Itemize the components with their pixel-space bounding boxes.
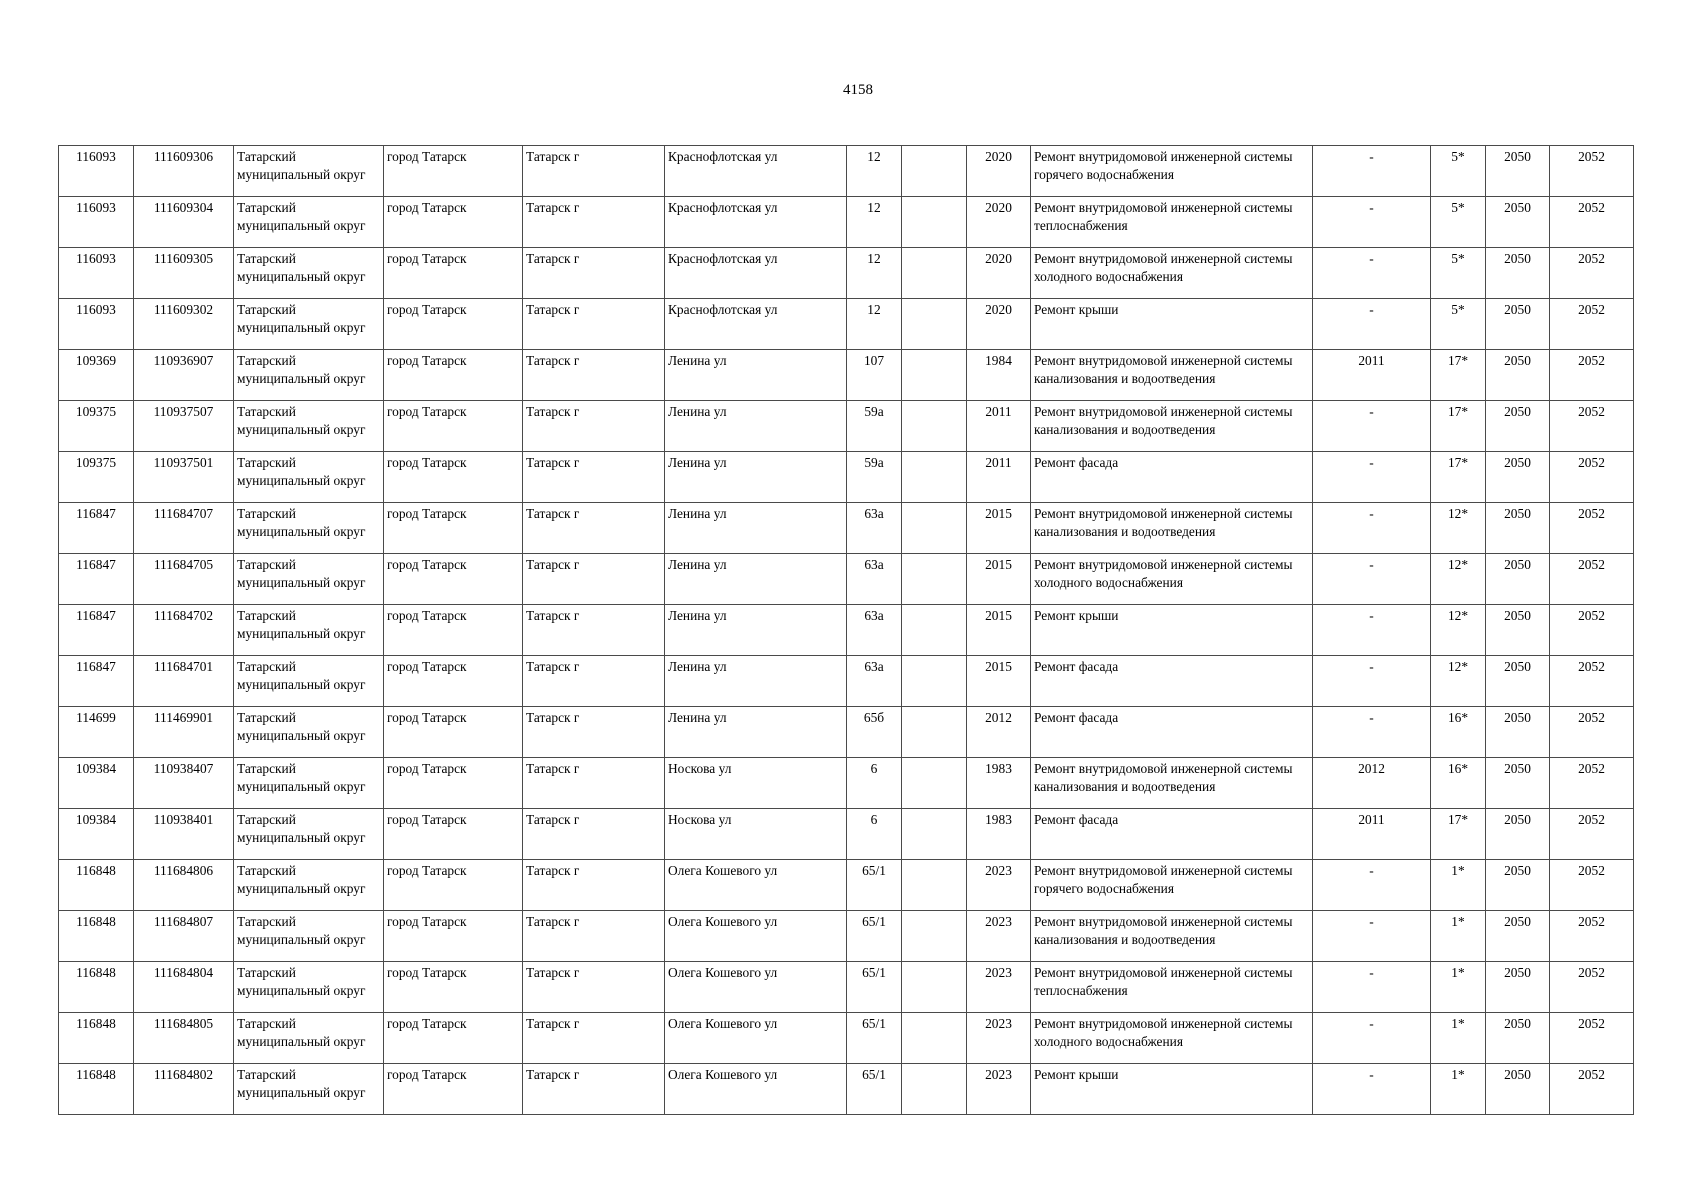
work-type-cell: Ремонт внутридомовой инженерной системы холодного водоснабжения	[1031, 1013, 1313, 1064]
plan-end-year-cell: 2052	[1550, 554, 1634, 605]
year-built-cell: 2020	[967, 197, 1031, 248]
house-id-cell: 114699	[59, 707, 134, 758]
plan-start-year-cell: 2050	[1486, 809, 1550, 860]
last-repair-year-cell: -	[1313, 707, 1431, 758]
table-row	[59, 911, 1634, 962]
locality-cell: Татарск г	[523, 350, 665, 401]
street-cell: Ленина ул	[665, 554, 847, 605]
work-type-cell: Ремонт внутридомовой инженерной системы канализования и водоотведения	[1031, 911, 1313, 962]
table-row	[59, 554, 1634, 605]
house-id-cell: 109369	[59, 350, 134, 401]
year-built-cell: 1983	[967, 809, 1031, 860]
table-row	[59, 350, 1634, 401]
work-id-cell: 111684805	[134, 1013, 234, 1064]
locality-cell: Татарск г	[523, 401, 665, 452]
last-repair-year-cell: -	[1313, 248, 1431, 299]
plan-end-year-cell: 2052	[1550, 299, 1634, 350]
table-row	[59, 860, 1634, 911]
year-built-cell: 2012	[967, 707, 1031, 758]
plan-end-year-cell: 2052	[1550, 401, 1634, 452]
settlement-cell: город Татарск	[384, 1013, 523, 1064]
street-cell: Краснофлотская ул	[665, 197, 847, 248]
locality-cell: Татарск г	[523, 809, 665, 860]
work-type-cell: Ремонт фасада	[1031, 656, 1313, 707]
house-id-cell: 109375	[59, 401, 134, 452]
street-cell: Ленина ул	[665, 503, 847, 554]
work-type-cell: Ремонт внутридомовой инженерной системы канализования и водоотведения	[1031, 758, 1313, 809]
table-row	[59, 1013, 1634, 1064]
plan-start-year-cell: 2050	[1486, 758, 1550, 809]
plan-end-year-cell: 2052	[1550, 860, 1634, 911]
priority-cell: 16*	[1431, 707, 1486, 758]
priority-cell: 12*	[1431, 605, 1486, 656]
house-id-cell: 116093	[59, 248, 134, 299]
year-built-cell: 2023	[967, 1064, 1031, 1115]
last-repair-year-cell: -	[1313, 197, 1431, 248]
settlement-cell: город Татарск	[384, 809, 523, 860]
house-id-cell: 116847	[59, 503, 134, 554]
house-number-cell: 65/1	[847, 1013, 902, 1064]
work-type-cell: Ремонт фасада	[1031, 707, 1313, 758]
work-type-cell: Ремонт внутридомовой инженерной системы канализования и водоотведения	[1031, 350, 1313, 401]
plan-start-year-cell: 2050	[1486, 197, 1550, 248]
plan-start-year-cell: 2050	[1486, 1064, 1550, 1115]
table-row	[59, 962, 1634, 1013]
house-id-cell: 109384	[59, 758, 134, 809]
municipality-cell: Татарский муниципальный округ	[234, 605, 384, 656]
street-cell: Олега Кошевого ул	[665, 860, 847, 911]
plan-end-year-cell: 2052	[1550, 605, 1634, 656]
locality-cell: Татарск г	[523, 452, 665, 503]
table-row	[59, 707, 1634, 758]
year-built-cell: 2011	[967, 452, 1031, 503]
building-cell	[902, 911, 967, 962]
table-body	[59, 146, 1634, 1115]
house-number-cell: 63а	[847, 554, 902, 605]
plan-start-year-cell: 2050	[1486, 962, 1550, 1013]
work-type-cell: Ремонт внутридомовой инженерной системы горячего водоснабжения	[1031, 146, 1313, 197]
work-id-cell: 110937501	[134, 452, 234, 503]
table-row	[59, 299, 1634, 350]
year-built-cell: 2011	[967, 401, 1031, 452]
municipality-cell: Татарский муниципальный округ	[234, 554, 384, 605]
house-id-cell: 116847	[59, 605, 134, 656]
municipality-cell: Татарский муниципальный округ	[234, 1013, 384, 1064]
priority-cell: 1*	[1431, 860, 1486, 911]
work-id-cell: 111609302	[134, 299, 234, 350]
building-cell	[902, 197, 967, 248]
locality-cell: Татарск г	[523, 197, 665, 248]
settlement-cell: город Татарск	[384, 299, 523, 350]
building-cell	[902, 605, 967, 656]
building-cell	[902, 554, 967, 605]
table-row	[59, 248, 1634, 299]
building-cell	[902, 452, 967, 503]
municipality-cell: Татарский муниципальный округ	[234, 707, 384, 758]
municipality-cell: Татарский муниципальный округ	[234, 452, 384, 503]
plan-start-year-cell: 2050	[1486, 503, 1550, 554]
table-row	[59, 401, 1634, 452]
building-cell	[902, 1064, 967, 1115]
table-row	[59, 503, 1634, 554]
priority-cell: 1*	[1431, 1064, 1486, 1115]
plan-start-year-cell: 2050	[1486, 248, 1550, 299]
street-cell: Ленина ул	[665, 452, 847, 503]
building-cell	[902, 656, 967, 707]
house-number-cell: 63а	[847, 605, 902, 656]
settlement-cell: город Татарск	[384, 860, 523, 911]
capital-repair-table	[58, 145, 1634, 1115]
municipality-cell: Татарский муниципальный округ	[234, 656, 384, 707]
street-cell: Ленина ул	[665, 401, 847, 452]
house-number-cell: 12	[847, 197, 902, 248]
priority-cell: 17*	[1431, 401, 1486, 452]
work-id-cell: 111684705	[134, 554, 234, 605]
work-id-cell: 111609305	[134, 248, 234, 299]
priority-cell: 1*	[1431, 962, 1486, 1013]
house-id-cell: 116093	[59, 146, 134, 197]
settlement-cell: город Татарск	[384, 350, 523, 401]
street-cell: Олега Кошевого ул	[665, 1064, 847, 1115]
plan-end-year-cell: 2052	[1550, 809, 1634, 860]
work-id-cell: 110937507	[134, 401, 234, 452]
priority-cell: 12*	[1431, 554, 1486, 605]
year-built-cell: 2015	[967, 605, 1031, 656]
priority-cell: 5*	[1431, 197, 1486, 248]
municipality-cell: Татарский муниципальный округ	[234, 299, 384, 350]
house-number-cell: 65/1	[847, 860, 902, 911]
table-row	[59, 809, 1634, 860]
house-number-cell: 12	[847, 299, 902, 350]
municipality-cell: Татарский муниципальный округ	[234, 758, 384, 809]
work-id-cell: 111609304	[134, 197, 234, 248]
work-type-cell: Ремонт фасада	[1031, 809, 1313, 860]
plan-start-year-cell: 2050	[1486, 1013, 1550, 1064]
last-repair-year-cell: -	[1313, 656, 1431, 707]
street-cell: Краснофлотская ул	[665, 146, 847, 197]
plan-start-year-cell: 2050	[1486, 554, 1550, 605]
house-number-cell: 6	[847, 809, 902, 860]
locality-cell: Татарск г	[523, 707, 665, 758]
municipality-cell: Татарский муниципальный округ	[234, 860, 384, 911]
work-type-cell: Ремонт крыши	[1031, 299, 1313, 350]
last-repair-year-cell: -	[1313, 962, 1431, 1013]
year-built-cell: 2020	[967, 248, 1031, 299]
year-built-cell: 2023	[967, 1013, 1031, 1064]
house-id-cell: 116093	[59, 197, 134, 248]
year-built-cell: 2020	[967, 299, 1031, 350]
work-id-cell: 110938407	[134, 758, 234, 809]
last-repair-year-cell: -	[1313, 1013, 1431, 1064]
locality-cell: Татарск г	[523, 299, 665, 350]
municipality-cell: Татарский муниципальный округ	[234, 146, 384, 197]
settlement-cell: город Татарск	[384, 146, 523, 197]
building-cell	[902, 401, 967, 452]
street-cell: Ленина ул	[665, 605, 847, 656]
priority-cell: 17*	[1431, 350, 1486, 401]
work-id-cell: 111684804	[134, 962, 234, 1013]
work-id-cell: 111684807	[134, 911, 234, 962]
work-id-cell: 110936907	[134, 350, 234, 401]
work-id-cell: 111609306	[134, 146, 234, 197]
year-built-cell: 2023	[967, 962, 1031, 1013]
house-number-cell: 65б	[847, 707, 902, 758]
house-number-cell: 65/1	[847, 1064, 902, 1115]
plan-end-year-cell: 2052	[1550, 911, 1634, 962]
table-row	[59, 452, 1634, 503]
work-id-cell: 110938401	[134, 809, 234, 860]
priority-cell: 12*	[1431, 503, 1486, 554]
work-type-cell: Ремонт внутридомовой инженерной системы холодного водоснабжения	[1031, 554, 1313, 605]
plan-start-year-cell: 2050	[1486, 299, 1550, 350]
table-row	[59, 197, 1634, 248]
building-cell	[902, 350, 967, 401]
house-number-cell: 6	[847, 758, 902, 809]
house-number-cell: 65/1	[847, 911, 902, 962]
plan-start-year-cell: 2050	[1486, 452, 1550, 503]
locality-cell: Татарск г	[523, 1064, 665, 1115]
plan-start-year-cell: 2050	[1486, 401, 1550, 452]
settlement-cell: город Татарск	[384, 452, 523, 503]
locality-cell: Татарск г	[523, 554, 665, 605]
year-built-cell: 2020	[967, 146, 1031, 197]
municipality-cell: Татарский муниципальный округ	[234, 962, 384, 1013]
house-number-cell: 12	[847, 146, 902, 197]
work-type-cell: Ремонт внутридомовой инженерной системы канализования и водоотведения	[1031, 401, 1313, 452]
priority-cell: 17*	[1431, 809, 1486, 860]
locality-cell: Татарск г	[523, 146, 665, 197]
locality-cell: Татарск г	[523, 1013, 665, 1064]
plan-start-year-cell: 2050	[1486, 656, 1550, 707]
last-repair-year-cell: -	[1313, 401, 1431, 452]
priority-cell: 5*	[1431, 248, 1486, 299]
last-repair-year-cell: -	[1313, 299, 1431, 350]
municipality-cell: Татарский муниципальный округ	[234, 350, 384, 401]
year-built-cell: 1983	[967, 758, 1031, 809]
locality-cell: Татарск г	[523, 605, 665, 656]
last-repair-year-cell: -	[1313, 146, 1431, 197]
priority-cell: 1*	[1431, 911, 1486, 962]
house-id-cell: 116093	[59, 299, 134, 350]
municipality-cell: Татарский муниципальный округ	[234, 809, 384, 860]
house-number-cell: 63а	[847, 656, 902, 707]
plan-end-year-cell: 2052	[1550, 1013, 1634, 1064]
house-number-cell: 107	[847, 350, 902, 401]
table-row	[59, 146, 1634, 197]
work-type-cell: Ремонт фасада	[1031, 452, 1313, 503]
year-built-cell: 2015	[967, 503, 1031, 554]
priority-cell: 5*	[1431, 299, 1486, 350]
priority-cell: 16*	[1431, 758, 1486, 809]
plan-end-year-cell: 2052	[1550, 503, 1634, 554]
priority-cell: 17*	[1431, 452, 1486, 503]
house-id-cell: 116848	[59, 1013, 134, 1064]
settlement-cell: город Татарск	[384, 605, 523, 656]
work-id-cell: 111684702	[134, 605, 234, 656]
street-cell: Носкова ул	[665, 758, 847, 809]
building-cell	[902, 146, 967, 197]
house-number-cell: 59а	[847, 401, 902, 452]
settlement-cell: город Татарск	[384, 911, 523, 962]
table-row	[59, 1064, 1634, 1115]
locality-cell: Татарск г	[523, 503, 665, 554]
municipality-cell: Татарский муниципальный округ	[234, 401, 384, 452]
street-cell: Олега Кошевого ул	[665, 962, 847, 1013]
work-type-cell: Ремонт внутридомовой инженерной системы теплоснабжения	[1031, 197, 1313, 248]
settlement-cell: город Татарск	[384, 554, 523, 605]
building-cell	[902, 707, 967, 758]
building-cell	[902, 809, 967, 860]
street-cell: Олега Кошевого ул	[665, 1013, 847, 1064]
settlement-cell: город Татарск	[384, 197, 523, 248]
plan-start-year-cell: 2050	[1486, 911, 1550, 962]
work-id-cell: 111469901	[134, 707, 234, 758]
municipality-cell: Татарский муниципальный округ	[234, 248, 384, 299]
work-id-cell: 111684806	[134, 860, 234, 911]
settlement-cell: город Татарск	[384, 503, 523, 554]
municipality-cell: Татарский муниципальный округ	[234, 197, 384, 248]
plan-end-year-cell: 2052	[1550, 962, 1634, 1013]
locality-cell: Татарск г	[523, 911, 665, 962]
year-built-cell: 2023	[967, 860, 1031, 911]
building-cell	[902, 503, 967, 554]
settlement-cell: город Татарск	[384, 1064, 523, 1115]
last-repair-year-cell: -	[1313, 911, 1431, 962]
table-row	[59, 758, 1634, 809]
last-repair-year-cell: -	[1313, 554, 1431, 605]
street-cell: Олега Кошевого ул	[665, 911, 847, 962]
municipality-cell: Татарский муниципальный округ	[234, 911, 384, 962]
building-cell	[902, 299, 967, 350]
work-type-cell: Ремонт внутридомовой инженерной системы холодного водоснабжения	[1031, 248, 1313, 299]
street-cell: Ленина ул	[665, 707, 847, 758]
settlement-cell: город Татарск	[384, 248, 523, 299]
building-cell	[902, 758, 967, 809]
work-type-cell: Ремонт внутридомовой инженерной системы горячего водоснабжения	[1031, 860, 1313, 911]
priority-cell: 12*	[1431, 656, 1486, 707]
plan-start-year-cell: 2050	[1486, 146, 1550, 197]
plan-end-year-cell: 2052	[1550, 758, 1634, 809]
plan-end-year-cell: 2052	[1550, 197, 1634, 248]
street-cell: Краснофлотская ул	[665, 299, 847, 350]
plan-end-year-cell: 2052	[1550, 350, 1634, 401]
municipality-cell: Татарский муниципальный округ	[234, 503, 384, 554]
settlement-cell: город Татарск	[384, 707, 523, 758]
plan-end-year-cell: 2052	[1550, 1064, 1634, 1115]
plan-start-year-cell: 2050	[1486, 605, 1550, 656]
house-id-cell: 116847	[59, 656, 134, 707]
settlement-cell: город Татарск	[384, 758, 523, 809]
house-number-cell: 12	[847, 248, 902, 299]
house-id-cell: 116848	[59, 911, 134, 962]
work-id-cell: 111684701	[134, 656, 234, 707]
page-number: 4158	[843, 82, 873, 98]
year-built-cell: 2015	[967, 554, 1031, 605]
house-number-cell: 63а	[847, 503, 902, 554]
last-repair-year-cell: -	[1313, 605, 1431, 656]
settlement-cell: город Татарск	[384, 962, 523, 1013]
locality-cell: Татарск г	[523, 656, 665, 707]
last-repair-year-cell: 2011	[1313, 350, 1431, 401]
work-id-cell: 111684707	[134, 503, 234, 554]
plan-start-year-cell: 2050	[1486, 350, 1550, 401]
house-number-cell: 65/1	[847, 962, 902, 1013]
last-repair-year-cell: 2011	[1313, 809, 1431, 860]
street-cell: Ленина ул	[665, 350, 847, 401]
work-type-cell: Ремонт внутридомовой инженерной системы теплоснабжения	[1031, 962, 1313, 1013]
last-repair-year-cell: -	[1313, 1064, 1431, 1115]
house-id-cell: 116847	[59, 554, 134, 605]
locality-cell: Татарск г	[523, 962, 665, 1013]
house-id-cell: 116848	[59, 1064, 134, 1115]
house-number-cell: 59а	[847, 452, 902, 503]
house-id-cell: 109384	[59, 809, 134, 860]
plan-end-year-cell: 2052	[1550, 707, 1634, 758]
work-type-cell: Ремонт внутридомовой инженерной системы канализования и водоотведения	[1031, 503, 1313, 554]
building-cell	[902, 962, 967, 1013]
building-cell	[902, 1013, 967, 1064]
work-type-cell: Ремонт крыши	[1031, 605, 1313, 656]
street-cell: Ленина ул	[665, 656, 847, 707]
plan-end-year-cell: 2052	[1550, 248, 1634, 299]
street-cell: Носкова ул	[665, 809, 847, 860]
municipality-cell: Татарский муниципальный округ	[234, 1064, 384, 1115]
plan-end-year-cell: 2052	[1550, 146, 1634, 197]
locality-cell: Татарск г	[523, 248, 665, 299]
last-repair-year-cell: 2012	[1313, 758, 1431, 809]
last-repair-year-cell: -	[1313, 503, 1431, 554]
plan-end-year-cell: 2052	[1550, 452, 1634, 503]
plan-end-year-cell: 2052	[1550, 656, 1634, 707]
work-id-cell: 111684802	[134, 1064, 234, 1115]
plan-start-year-cell: 2050	[1486, 707, 1550, 758]
house-id-cell: 109375	[59, 452, 134, 503]
settlement-cell: город Татарск	[384, 656, 523, 707]
plan-start-year-cell: 2050	[1486, 860, 1550, 911]
locality-cell: Татарск г	[523, 758, 665, 809]
priority-cell: 5*	[1431, 146, 1486, 197]
year-built-cell: 2023	[967, 911, 1031, 962]
year-built-cell: 1984	[967, 350, 1031, 401]
house-id-cell: 116848	[59, 860, 134, 911]
building-cell	[902, 248, 967, 299]
table-row	[59, 656, 1634, 707]
building-cell	[902, 860, 967, 911]
last-repair-year-cell: -	[1313, 860, 1431, 911]
last-repair-year-cell: -	[1313, 452, 1431, 503]
settlement-cell: город Татарск	[384, 401, 523, 452]
street-cell: Краснофлотская ул	[665, 248, 847, 299]
table-row	[59, 605, 1634, 656]
year-built-cell: 2015	[967, 656, 1031, 707]
priority-cell: 1*	[1431, 1013, 1486, 1064]
locality-cell: Татарск г	[523, 860, 665, 911]
work-type-cell: Ремонт крыши	[1031, 1064, 1313, 1115]
house-id-cell: 116848	[59, 962, 134, 1013]
